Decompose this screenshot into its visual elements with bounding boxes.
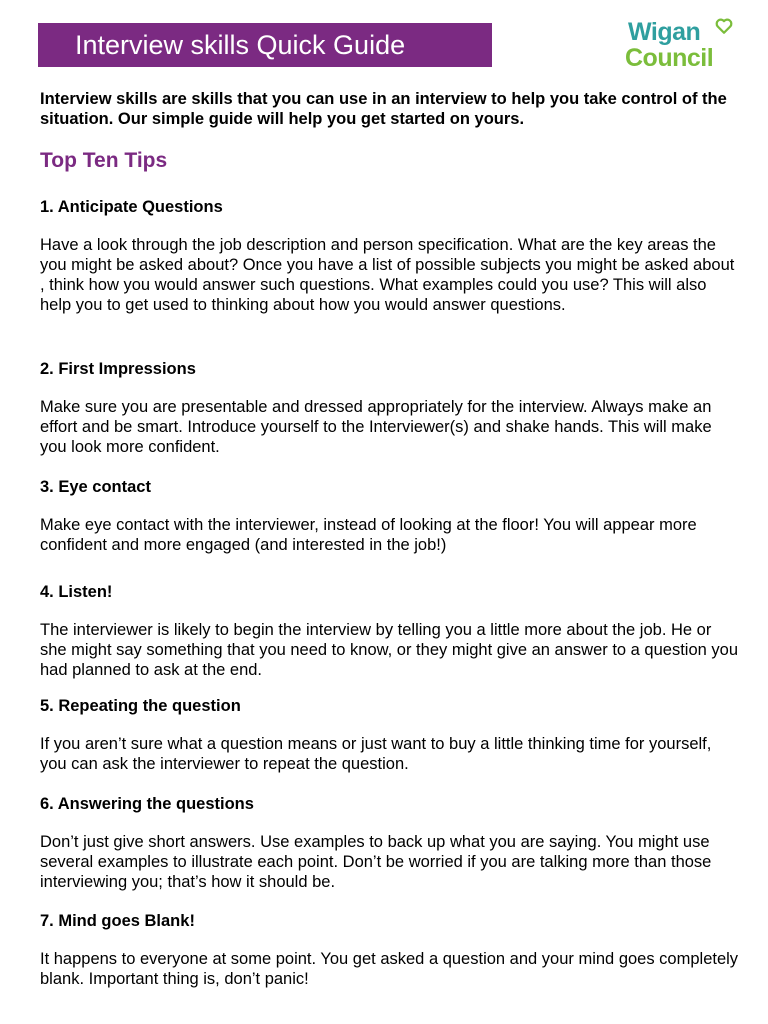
tip-body: Make eye contact with the interviewer, instead of looking at the floor! You will appear more confident and more engaged (and interested in the job!) <box>40 516 697 554</box>
tip-heading: 4. Listen! <box>40 583 113 601</box>
tip-body: If you aren’t sure what a question means or just want to buy a little thinking time for yourself, you can ask the interviewer to repeat the question. <box>40 735 712 773</box>
tip-body: Make sure you are presentable and dressed appropriately for the interview. Always make an effort and be smart. Introduce yourself to the Interviewer(s) and shake hands. This will make you look more confident. <box>40 398 712 456</box>
intro-text: Interview skills are skills that you can use in an interview to help you take control of the situation. Our simple guide will help you get started on yours. <box>40 90 727 128</box>
tip-heading: 5. Repeating the question <box>40 697 241 715</box>
tip-heading: 6. Answering the questions <box>40 795 254 813</box>
section-title: Top Ten Tips <box>40 149 168 172</box>
tip-heading: 7. Mind goes Blank! <box>40 912 195 930</box>
logo-text-wigan: Wigan <box>628 18 701 46</box>
tip-item <box>40 794 740 892</box>
tip-item <box>40 197 740 315</box>
tip-heading: 2. First Impressions <box>40 360 196 378</box>
logo-text-council: Council <box>625 44 714 72</box>
tip-body: Have a look through the job description and person specification. What are the key areas the you might be asked about? Once you have a list of possible subjects you might be asked about , think how you would answer such questions. What examples could you use? This will also help you to get used to thinking about how you would answer questions. <box>40 236 735 314</box>
heart-icon <box>715 17 733 35</box>
tip-body: It happens to everyone at some point. You get asked a question and your mind goes completely blank. Important thing is, don’t panic! <box>40 950 739 988</box>
tip-heading: 3. Eye contact <box>40 478 151 496</box>
tip-heading: 1. Anticipate Questions <box>40 198 223 216</box>
tip-item <box>40 582 740 680</box>
tip-item <box>40 696 740 774</box>
tip-body: The interviewer is likely to begin the interview by telling you a little more about the job. He or she might say something that you need to know, or they might give an answer to a question you had planned to ask at the end. <box>40 621 738 679</box>
tip-item <box>40 359 740 457</box>
wigan-council-logo <box>624 16 736 74</box>
page-title: Interview skills Quick Guide <box>38 23 492 67</box>
tip-item <box>40 911 740 989</box>
tip-item <box>40 477 740 555</box>
tip-body: Don’t just give short answers. Use examples to back up what you are saying. You might use several examples to illustrate each point. Don’t be worried if you are talking more than those interviewing you; that’s how it should be. <box>40 833 712 891</box>
